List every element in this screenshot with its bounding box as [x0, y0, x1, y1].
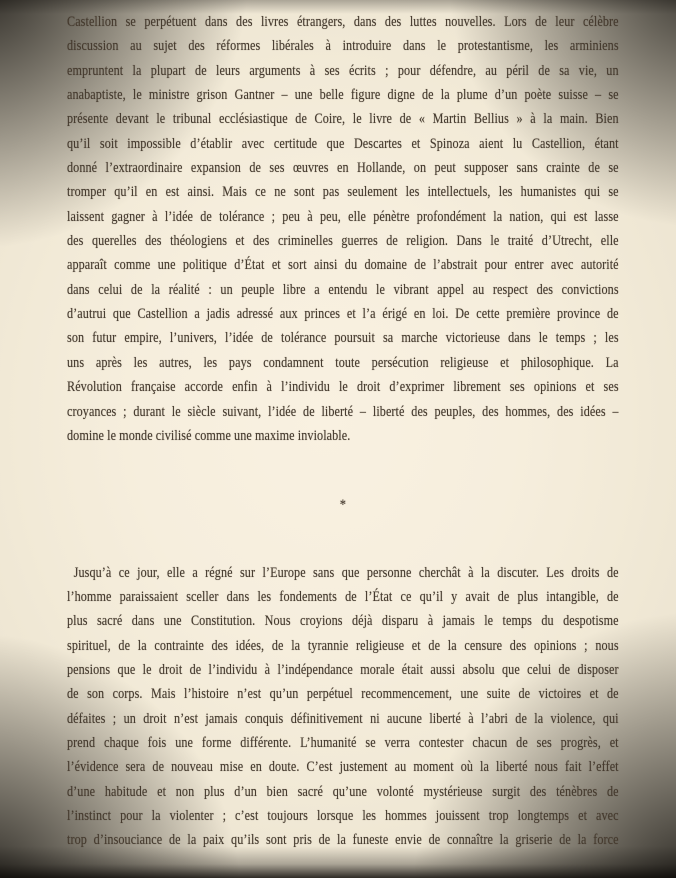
- paragraph-tolerance-history: [67, 10, 619, 448]
- text-line: discussion au sujet des réformes libérales à introduire dans le protestantisme, les arminiens: [67, 38, 619, 55]
- text-line: qu’il soit impossible d’établir avec certitude que Descartes et Spinoza aient lu Castellion, étant: [67, 135, 619, 152]
- text-line: empruntent la plupart de leurs arguments à ses écrits ; pour défendre, au péril de sa vie, un: [67, 62, 619, 79]
- text-line: spirituel, de la contrainte des idées, de la tyrannie religieuse et de la censure des opinions ; nous: [67, 637, 619, 654]
- text-line: croyances ; durant le siècle suivant, l’idée de liberté – liberté des peuples, des hommes, des idées –: [67, 403, 619, 420]
- text-line: d’autrui que Castellion a jadis adressé aux princes et l’a érigé en loi. De cette première province de: [67, 306, 619, 323]
- text-line: Jusqu’à ce jour, elle a régné sur l’Europe sans que personne cherchât à la discuter. Les droits de: [73, 564, 619, 581]
- page-text-block: [67, 10, 619, 853]
- text-line: défaites ; un droit n’est jamais conquis définitivement ni aucune liberté à l’abri de la violence, qui: [67, 710, 619, 727]
- text-line: donné l’extraordinaire expansion de ses œuvres en Hollande, on peut supposer sans crainte de se: [67, 160, 619, 177]
- text-line: uns après les autres, les pays condamnent toute persécution religieuse et philosophique. La: [67, 354, 619, 371]
- text-line: son futur empire, l’univers, l’idée de tolérance poursuit sa marche victorieuse dans le temps ; les: [67, 330, 619, 347]
- section-break-asterisk: *: [339, 497, 346, 514]
- text-line: l’instinct pour la violenter ; c’est toujours lorsque les hommes jouissent trop longtemps et avec: [67, 807, 619, 824]
- text-line: de son corps. Mais l’histoire n’est qu’un perpétuel recommencement, une suite de victoires et de: [67, 686, 619, 703]
- text-line: laissent gagner à l’idée de tolérance ; peu à peu, elle pénètre profondément la nation, qui est lasse: [67, 208, 619, 225]
- text-line: des querelles des théologiens et des criminelles guerres de religion. Dans le traité d’Utrecht, elle: [67, 233, 619, 250]
- text-line: Révolution française accorde enfin à l’individu le droit d’exprimer librement ses opinions et ses: [67, 379, 619, 396]
- text-line: prend chaque fois une forme différente. L’humanité se verra contester chacun de ses progrès, et: [67, 734, 619, 751]
- text-line: l’homme paraissaient sceller dans les fondements de l’État ce qu’il y avait de plus intangible, de: [67, 588, 619, 605]
- paragraph-liberty-threatened: [67, 561, 619, 853]
- text-line: l’évidence sera de nouveau mise en doute. C’est justement au moment où la liberté nous fait l’effet: [67, 759, 619, 776]
- text-line: d’une habitude et non plus d’un bien sacré qu’une volonté mystérieuse surgit des ténèbres de: [67, 783, 619, 800]
- text-line: Castellion se perpétuent dans des livres étrangers, dans des luttes nouvelles. Lors de leur célèbre: [67, 14, 619, 30]
- text-line: dans celui de la réalité : un peuple libre a entendu le vibrant appel au respect des convictions: [67, 281, 619, 298]
- text-line: tromper qu’il en est ainsi. Mais ce ne sont pas seulement les intellectuels, les humanistes qui se: [67, 184, 619, 201]
- text-line: plus sacré dans une Constitution. Nous croyions déjà disparu à jamais le temps du despotisme: [67, 613, 619, 630]
- text-line: apparaît comme une politique d’État et sort ainsi du domaine de l’abstrait pour entrer avec autorité: [67, 257, 619, 274]
- text-line: présente devant le tribunal ecclésiastique de Coire, le livre de « Martin Bellius » à la main. Bien: [67, 111, 619, 128]
- text-line: domine le monde civilisé comme une maxime inviolable.: [67, 427, 351, 444]
- text-line: trop d’insouciance de la paix qu’ils sont pris de la funeste envie de connaître la griserie de la force: [67, 832, 619, 849]
- text-line: anabaptiste, le ministre grison Gantner – une belle figure digne de la plume d’un poète suisse – se: [67, 87, 619, 104]
- text-line: pensions que le droit de l’individu à l’indépendance morale était aussi absolu que celui de disposer: [67, 661, 619, 678]
